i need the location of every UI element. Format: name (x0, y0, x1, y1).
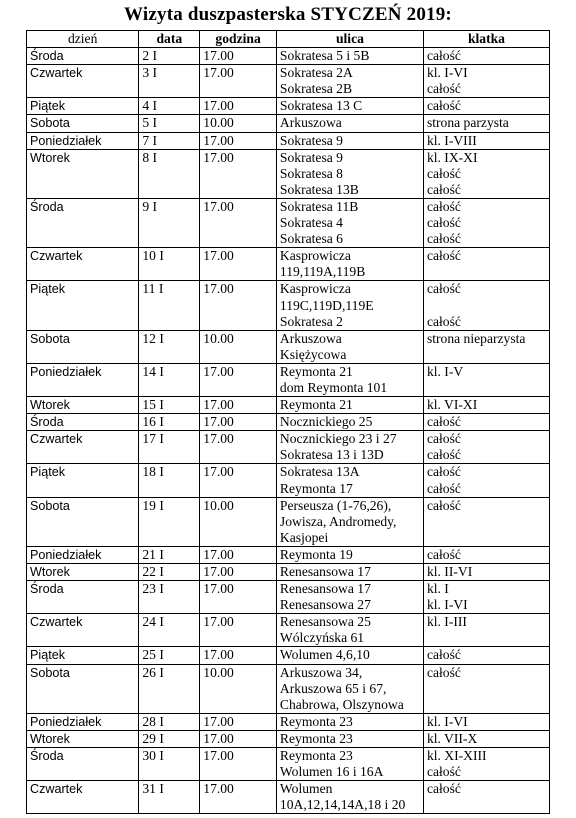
hour-cell: 17.00 (200, 614, 277, 647)
stair-line: całość (426, 647, 461, 663)
street-line: Sokratesa 9 (279, 132, 343, 148)
street-line: Sokratesa 6 (279, 231, 343, 247)
street-cell (276, 581, 423, 614)
stair-cell (423, 464, 549, 497)
street-cell (276, 730, 423, 747)
date-cell: 28 I (139, 713, 200, 730)
street-line: Kasprowicza (279, 248, 351, 264)
street-cell (276, 115, 423, 132)
stair-cell (423, 132, 549, 149)
street-cell (276, 781, 423, 814)
stair-cell (423, 115, 549, 132)
table-row (27, 647, 550, 664)
date-cell: 23 I (139, 581, 200, 614)
street-line: 119,119A,119B (279, 264, 366, 280)
hour-cell: 17.00 (200, 149, 277, 198)
street-cell (276, 431, 423, 464)
street-line: Reymonta 21 (279, 397, 353, 413)
table-row (27, 132, 550, 149)
stair-line: kl. I-III (426, 614, 467, 630)
street-cell (276, 363, 423, 396)
hour-cell: 17.00 (200, 564, 277, 581)
day-cell: Poniedziałek (27, 132, 139, 149)
date-cell: 12 I (139, 330, 200, 363)
day-cell: Czwartek (27, 431, 139, 464)
stair-line: całość (426, 98, 461, 114)
day-cell: Czwartek (27, 65, 139, 98)
header-stair: klatka (423, 31, 549, 48)
date-cell: 21 I (139, 546, 200, 563)
street-cell (276, 497, 423, 546)
street-cell (276, 132, 423, 149)
street-cell (276, 98, 423, 115)
day-cell: Wtorek (27, 149, 139, 198)
hour-cell: 17.00 (200, 363, 277, 396)
stair-line: całość (426, 198, 461, 214)
street-line: Kasprowicza (279, 281, 351, 297)
day-cell: Piątek (27, 464, 139, 497)
street-line: Nocznickiego 25 (279, 414, 373, 430)
street-cell (276, 614, 423, 647)
street-line: Sokratesa 13A (279, 464, 360, 480)
street-line: Renesansowa 25 (279, 614, 371, 630)
day-cell: Wtorek (27, 564, 139, 581)
table-row (27, 781, 550, 814)
table-row (27, 198, 550, 247)
stair-line: całość (426, 165, 461, 181)
day-cell: Czwartek (27, 781, 139, 814)
street-cell (276, 65, 423, 98)
stair-cell (423, 748, 549, 781)
street-cell (276, 149, 423, 198)
day-cell: Środa (27, 748, 139, 781)
stair-line: całość (426, 546, 461, 562)
date-cell: 4 I (139, 98, 200, 115)
stair-line: kl. VII-X (426, 730, 478, 746)
stair-line: kl. II-VI (426, 564, 473, 579)
date-cell: 17 I (139, 431, 200, 464)
street-line: Wolumen 16 i 16A (279, 764, 384, 780)
date-cell: 8 I (139, 149, 200, 198)
stair-line: całość (426, 313, 461, 329)
street-line: Reymonta 21 (279, 363, 353, 379)
date-cell: 10 I (139, 248, 200, 281)
hour-cell: 17.00 (200, 581, 277, 614)
street-line: Sokratesa 11B (279, 198, 359, 214)
stair-line: całość (426, 231, 461, 247)
hour-cell: 17.00 (200, 281, 277, 330)
stair-cell (423, 248, 549, 281)
header-date: data (139, 31, 200, 48)
street-line: Arkuszowa 65 i 67, (279, 680, 387, 696)
table-row (27, 248, 550, 281)
stair-cell (423, 281, 549, 330)
day-cell: Środa (27, 414, 139, 431)
street-line: Renesansowa 17 (279, 581, 371, 597)
street-line: Sokratesa 2A (279, 65, 353, 81)
day-cell: Sobota (27, 115, 139, 132)
header-day: dzień (27, 31, 139, 48)
stair-line: całość (426, 431, 461, 447)
table-row (27, 713, 550, 730)
day-cell: Sobota (27, 497, 139, 546)
date-cell: 2 I (139, 48, 200, 65)
stair-cell (423, 414, 549, 431)
street-cell (276, 464, 423, 497)
street-line: Perseusza (1-76,26), (279, 497, 392, 513)
street-line: Jowisza, Andromedy, (279, 513, 397, 529)
table-row (27, 464, 550, 497)
page-title: Wizyta duszpasterska STYCZEŃ 2019: (124, 4, 452, 25)
street-line: Sokratesa 13 C (279, 98, 363, 114)
stair-line: całość (426, 764, 461, 780)
street-line: Reymonta 23 (279, 730, 353, 746)
table-row (27, 564, 550, 581)
hour-cell: 17.00 (200, 730, 277, 747)
street-line: Reymonta 19 (279, 546, 353, 562)
day-cell: Czwartek (27, 614, 139, 647)
date-cell: 9 I (139, 198, 200, 247)
street-line: Sokratesa 8 (279, 165, 343, 181)
stair-cell (423, 98, 549, 115)
stair-line: kl. I-V (426, 363, 464, 379)
day-cell: Wtorek (27, 730, 139, 747)
hour-cell: 17.00 (200, 647, 277, 664)
stair-line: kl. VI-XI (426, 397, 478, 413)
stair-cell (423, 198, 549, 247)
street-line: Renesansowa 27 (279, 597, 371, 613)
schedule-rows (27, 48, 550, 814)
hour-cell: 10.00 (200, 664, 277, 713)
stair-cell (423, 397, 549, 414)
street-line: Arkuszowa 34, (279, 664, 363, 680)
stair-line: całość (426, 464, 461, 480)
stair-cell (423, 730, 549, 747)
stair-cell (423, 614, 549, 647)
date-cell: 15 I (139, 397, 200, 414)
table-row (27, 115, 550, 132)
street-line: Sokratesa 4 (279, 215, 343, 231)
hour-cell: 17.00 (200, 65, 277, 98)
stair-cell (423, 48, 549, 65)
hour-cell: 17.00 (200, 397, 277, 414)
table-row (27, 431, 550, 464)
street-line: Nocznickiego 23 i 27 (279, 431, 397, 447)
day-cell: Czwartek (27, 248, 139, 281)
day-cell: Środa (27, 48, 139, 65)
stair-line: strona parzysta (426, 115, 509, 131)
date-cell: 24 I (139, 614, 200, 647)
stair-line: kl. I (426, 581, 449, 597)
stair-line: całość (426, 497, 461, 513)
stair-line: całość (426, 181, 461, 197)
street-cell (276, 546, 423, 563)
stair-line: całość (426, 281, 461, 297)
day-cell: Poniedziałek (27, 363, 139, 396)
day-cell: Wtorek (27, 397, 139, 414)
date-cell: 31 I (139, 781, 200, 814)
street-line: Sokratesa 5 i 5B (279, 48, 370, 64)
table-row (27, 98, 550, 115)
date-cell: 14 I (139, 363, 200, 396)
hour-cell: 17.00 (200, 546, 277, 563)
street-cell (276, 647, 423, 664)
table-row (27, 414, 550, 431)
street-line: dom Reymonta 101 (279, 379, 388, 395)
street-line: 119C,119D,119E (279, 297, 374, 313)
date-cell: 19 I (139, 497, 200, 546)
table-row (27, 614, 550, 647)
hour-cell: 17.00 (200, 748, 277, 781)
hour-cell: 17.00 (200, 464, 277, 497)
street-cell (276, 397, 423, 414)
day-cell: Sobota (27, 330, 139, 363)
street-line: Wólczyńska 61 (279, 630, 365, 646)
street-line: Sokratesa 9 (279, 149, 343, 165)
table-row (27, 149, 550, 198)
hour-cell: 17.00 (200, 48, 277, 65)
date-cell: 18 I (139, 464, 200, 497)
day-cell: Poniedziałek (27, 713, 139, 730)
header-street: ulica (276, 31, 423, 48)
street-line: Wolumen (279, 781, 333, 797)
day-cell: Piątek (27, 98, 139, 115)
stair-cell (423, 664, 549, 713)
table-row (27, 48, 550, 65)
stair-line: kl. I-VI (426, 597, 468, 613)
street-line: Reymonta 23 (279, 748, 353, 764)
street-cell (276, 414, 423, 431)
date-cell: 5 I (139, 115, 200, 132)
stair-cell (423, 647, 549, 664)
street-cell (276, 748, 423, 781)
street-cell (276, 713, 423, 730)
stair-line (427, 298, 546, 314)
stair-cell (423, 149, 549, 198)
stair-cell (423, 431, 549, 464)
stair-cell (423, 65, 549, 98)
street-cell (276, 248, 423, 281)
stair-line: strona nieparzysta (426, 330, 526, 346)
stair-line: całość (426, 664, 461, 680)
stair-line: całość (426, 447, 461, 463)
street-cell (276, 664, 423, 713)
date-cell: 11 I (139, 281, 200, 330)
table-row (27, 363, 550, 396)
street-line: Sokratesa 13 i 13D (279, 447, 384, 463)
street-line: Wolumen 4,6,10 (279, 647, 370, 663)
day-cell: Sobota (27, 664, 139, 713)
stair-line: całość (426, 81, 461, 97)
street-line: Kasjopei (279, 529, 329, 545)
street-line: Arkuszowa (279, 330, 342, 346)
street-line: Arkuszowa (279, 115, 342, 131)
street-line: Reymonta 23 (279, 713, 353, 729)
hour-cell: 17.00 (200, 198, 277, 247)
stair-line: kl. XI-XIII (426, 748, 487, 764)
street-line: Sokratesa 13B (279, 181, 359, 197)
hour-cell: 10.00 (200, 115, 277, 132)
hour-cell: 10.00 (200, 330, 277, 363)
stair-line: całość (426, 480, 461, 496)
stair-line: kl. I-VI (426, 713, 468, 729)
table-row (27, 664, 550, 713)
street-line: Renesansowa 17 (279, 564, 371, 579)
stair-line: całość (426, 414, 461, 430)
table-row (27, 581, 550, 614)
stair-line: całość (426, 215, 461, 231)
stair-cell (423, 713, 549, 730)
table-row (27, 730, 550, 747)
date-cell: 30 I (139, 748, 200, 781)
hour-cell: 17.00 (200, 132, 277, 149)
street-line: Chabrowa, Olszynowa (279, 696, 404, 712)
table-row (27, 748, 550, 781)
stair-line: całość (426, 248, 461, 264)
stair-cell (423, 497, 549, 546)
day-cell: Środa (27, 198, 139, 247)
stair-cell (423, 781, 549, 814)
street-cell (276, 330, 423, 363)
street-line: Księżycowa (279, 346, 347, 362)
schedule-table (26, 30, 550, 814)
hour-cell: 17.00 (200, 414, 277, 431)
table-row (27, 546, 550, 563)
stair-cell (423, 330, 549, 363)
day-cell: Piątek (27, 647, 139, 664)
day-cell: Piątek (27, 281, 139, 330)
table-row (27, 281, 550, 330)
table-row (27, 497, 550, 546)
hour-cell: 10.00 (200, 497, 277, 546)
table-row (27, 65, 550, 98)
hour-cell: 17.00 (200, 98, 277, 115)
street-cell (276, 281, 423, 330)
stair-line: kl. I-VI (426, 65, 468, 81)
date-cell: 22 I (139, 564, 200, 581)
street-cell (276, 198, 423, 247)
date-cell: 3 I (139, 65, 200, 98)
day-cell: Poniedziałek (27, 546, 139, 563)
stair-line: całość (426, 48, 461, 64)
day-cell: Środa (27, 581, 139, 614)
date-cell: 16 I (139, 414, 200, 431)
date-cell: 26 I (139, 664, 200, 713)
street-cell (276, 564, 423, 581)
street-line: Sokratesa 2B (279, 81, 353, 97)
stair-cell (423, 564, 549, 581)
street-cell (276, 48, 423, 65)
hour-cell: 17.00 (200, 431, 277, 464)
table-row (27, 330, 550, 363)
street-line: 10A,12,14,14A,18 i 20 (279, 797, 406, 813)
stair-line: całość (426, 781, 461, 797)
stair-cell (423, 363, 549, 396)
hour-cell: 17.00 (200, 781, 277, 814)
date-cell: 29 I (139, 730, 200, 747)
date-cell: 7 I (139, 132, 200, 149)
stair-line: kl. IX-XI (426, 149, 478, 165)
stair-cell (423, 581, 549, 614)
street-line: Reymonta 17 (279, 480, 353, 496)
street-line: Sokratesa 2 (279, 313, 343, 329)
header-row (27, 31, 550, 48)
table-row (27, 397, 550, 414)
hour-cell: 17.00 (200, 713, 277, 730)
date-cell: 25 I (139, 647, 200, 664)
header-hour: godzina (200, 31, 277, 48)
stair-cell (423, 546, 549, 563)
stair-line: kl. I-VIII (426, 132, 477, 148)
hour-cell: 17.00 (200, 248, 277, 281)
